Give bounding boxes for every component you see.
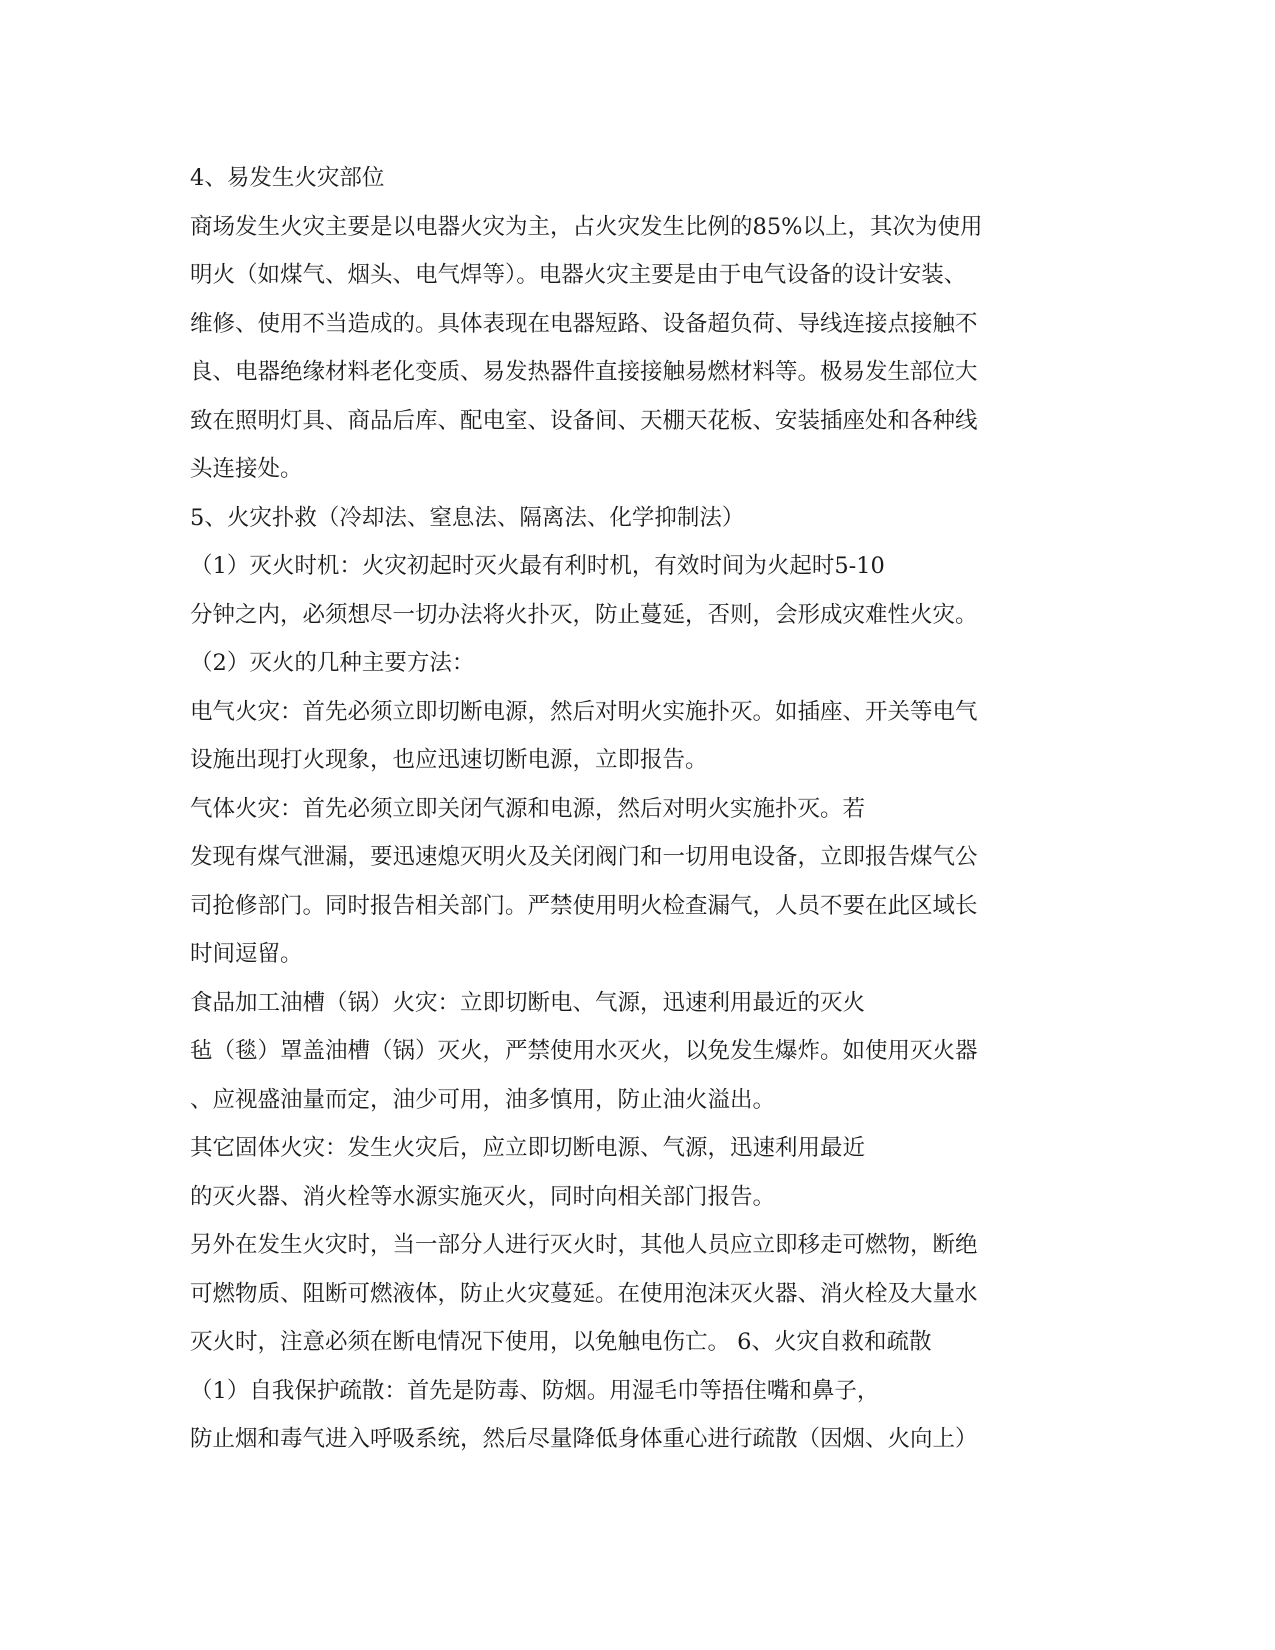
text-line: 良、电器绝缘材料老化变质、易发热器件直接接触易燃材料等。极易发生部位大 — [190, 359, 978, 385]
text-line: 5、火灾扑救（冷却法、窒息法、隔离法、化学抑制法） — [190, 504, 745, 531]
text-line: 商场发生火灾主要是以电器火灾为主，占火灾发生比例的85%以上，其次为使用 — [190, 213, 983, 240]
text-line: （1）自我保护疏散：首先是防毒、防烟。用湿毛巾等捂住嘴和鼻子， — [190, 1377, 880, 1404]
text-line: 气体火灾：首先必须立即关闭气源和电源，然后对明火实施扑灭。若 — [190, 795, 866, 822]
text-line: （1）灭火时机：火灾初起时灭火最有利时机，有效时间为火起时5-10 — [190, 553, 885, 579]
text-line: 发现有煤气泄漏，要迅速熄灭明火及关闭阀门和一切用电设备，立即报告煤气公 — [190, 844, 978, 870]
text-line: 维修、使用不当造成的。具体表现在电器短路、设备超负荷、导线连接点接触不 — [190, 310, 978, 337]
text-line: 防止烟和毒气进入呼吸系统，然后尽量降低身体重心进行疏散（因烟、火向上） — [190, 1426, 978, 1452]
text-line: 灭火时，注意必须在断电情况下使用，以免触电伤亡。 6、火灾自救和疏散 — [190, 1329, 932, 1355]
text-line: 的灭火器、消火栓等水源实施灭火，同时向相关部门报告。 — [190, 1183, 776, 1210]
text-line: 、应视盛油量而定，油少可用，油多慎用，防止油火溢出。 — [190, 1086, 776, 1113]
text-line: 毡（毯）罩盖油槽（锅）灭火，严禁使用水灭火，以免发生爆炸。如使用灭火器 — [190, 1038, 978, 1064]
text-line: 其它固体火灾：发生火灾后，应立即切断电源、气源，迅速利用最近 — [190, 1135, 866, 1161]
text-line: 可燃物质、阻断可燃液体，防止火灾蔓延。在使用泡沫灭火器、消火栓及大量水 — [190, 1280, 978, 1307]
text-line: （2）灭火的几种主要方法： — [190, 650, 475, 676]
text-line: 时间逗留。 — [190, 941, 303, 967]
text-line: 食品加工油槽（锅）火灾：立即切断电、气源，迅速利用最近的灭火 — [190, 989, 866, 1016]
text-line: 头连接处。 — [190, 456, 303, 482]
text-line: 明火（如煤气、烟头、电气焊等）。电器火灾主要是由于电气设备的设计安装、 — [190, 262, 967, 288]
text-line: 4、易发生火灾部位 — [190, 165, 385, 191]
text-line: 致在照明灯具、商品后库、配电室、设备间、天棚天花板、安装插座处和各种线 — [190, 407, 978, 434]
text-line: 司抢修部门。同时报告相关部门。严禁使用明火检查漏气，人员不要在此区域长 — [190, 892, 978, 919]
document-body — [190, 154, 1070, 1464]
text-line: 分钟之内，必须想尽一切办法将火扑灭，防止蔓延，否则，会形成灾难性火灾。 — [190, 601, 978, 628]
text-line: 设施出现打火现象，也应迅速切断电源，立即报告。 — [190, 747, 708, 773]
text-line: 电气火灾：首先必须立即切断电源，然后对明火实施扑灭。如插座、开关等电气 — [190, 698, 978, 725]
text-line: 另外在发生火灾时，当一部分人进行灭火时，其他人员应立即移走可燃物，断绝 — [190, 1232, 978, 1258]
